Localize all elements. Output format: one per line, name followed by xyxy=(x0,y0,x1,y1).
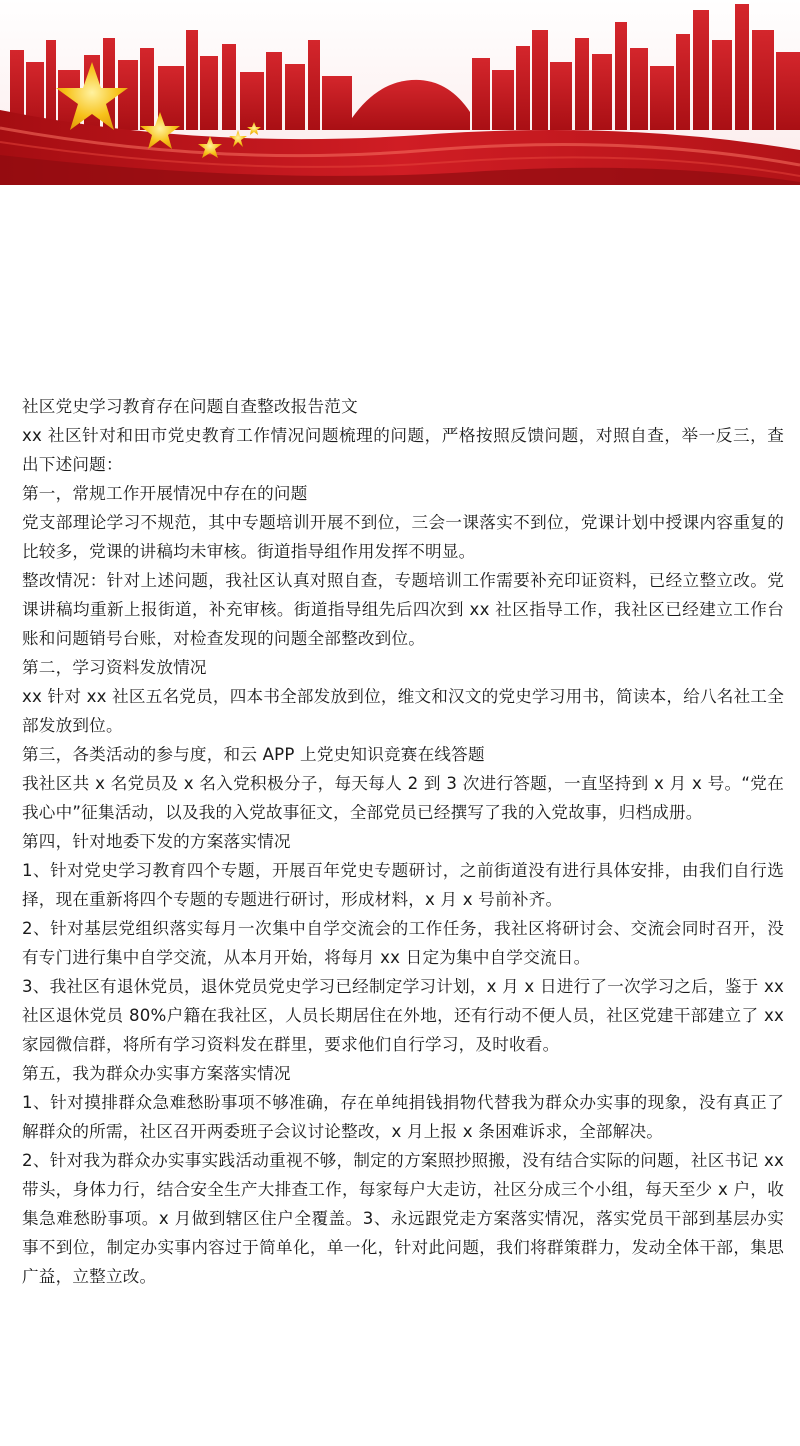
section-heading: 第一，常规工作开展情况中存在的问题 xyxy=(22,484,308,503)
paragraph: 党支部理论学习不规范，其中专题培训开展不到位，三会一课落实不到位，党课计划中授课内容重复的比较多，党课的讲稿均未审核。街道指导组作用发挥不明显。 xyxy=(22,513,784,561)
document-title: 社区党史学习教育存在问题自查整改报告范文 xyxy=(22,397,358,416)
paragraph: 整改情况：针对上述问题，我社区认真对照自查，专题培训工作需要补充印证资料，已经立整立改。党课讲稿均重新上报街道，补充审核。街道指导组先后四次到 xx 社区指导工作，我社区已经建立工作台账和问题销号台账，对检查发现的问题全部整改到位。 xyxy=(22,571,784,648)
section-heading: 第三，各类活动的参与度，和云 APP 上党史知识竞赛在线答题 xyxy=(22,745,485,764)
paragraph: 1、针对党史学习教育四个专题，开展百年党史专题研讨，之前街道没有进行具体安排，由我们自行选择，现在重新将四个专题的专题进行研讨，形成材料，x 月 x 号前补齐。 xyxy=(22,861,784,909)
paragraph: 2、针对我为群众办实事实践活动重视不够，制定的方案照抄照搬，没有结合实际的问题，社区书记 xx 带头，身体力行，结合安全生产大排查工作，每家每户大走访，社区分成三个小组，每天至少 x 户，收集急难愁盼事项。x 月做到辖区住户全覆盖。3、永远跟党走方案落实情况，落实党员干部到基层办实事不到位，制定办实事内容过于简单化，单一化，针对此问题，我们将群策群力，发动全体干部，集思广益，立整立改。 xyxy=(22,1151,784,1286)
paragraph: 我社区共 x 名党员及 x 名入党积极分子，每天每人 2 到 3 次进行答题，一直坚持到 x 月 x 号。“党在我心中”征集活动，以及我的入党故事征文，全部党员已经撰写了我的入党故事，归档成册。 xyxy=(22,774,784,822)
paragraph: 1、针对摸排群众急难愁盼事项不够准确，存在单纯捐钱捐物代替我为群众办实事的现象，没有真正了解群众的所需，社区召开两委班子会议讨论整改，x 月上报 x 条困难诉求，全部解决。 xyxy=(22,1093,784,1141)
city-skyline-banner-image xyxy=(0,0,800,185)
section-heading: 第四，针对地委下发的方案落实情况 xyxy=(22,832,291,851)
paragraph: 2、针对基层党组织落实每月一次集中自学交流会的工作任务，我社区将研讨会、交流会同时召开，没有专门进行集中自学交流，从本月开始，将每月 xx 日定为集中自学交流日。 xyxy=(22,919,784,967)
paragraph: xx 社区针对和田市党史教育工作情况问题梳理的问题，严格按照反馈问题，对照自查，举一反三，查出下述问题： xyxy=(22,426,784,474)
paragraph: xx 针对 xx 社区五名党员，四本书全部发放到位，维文和汉文的党史学习用书，简读本，给八名社工全部发放到位。 xyxy=(22,687,784,735)
section-heading: 第五，我为群众办实事方案落实情况 xyxy=(22,1064,291,1083)
section-heading: 第二，学习资料发放情况 xyxy=(22,658,207,677)
document-body xyxy=(22,392,784,1291)
header-banner xyxy=(0,0,800,185)
paragraph: 3、我社区有退休党员，退休党员党史学习已经制定学习计划，x 月 x 日进行了一次学习之后，鉴于 xx 社区退休党员 80%户籍在我社区，人员长期居住在外地，还有行动不便人员，社区党建干部建立了 xx 家园微信群，将所有学习资料发在群里，要求他们自行学习，及时收看。 xyxy=(22,977,784,1054)
